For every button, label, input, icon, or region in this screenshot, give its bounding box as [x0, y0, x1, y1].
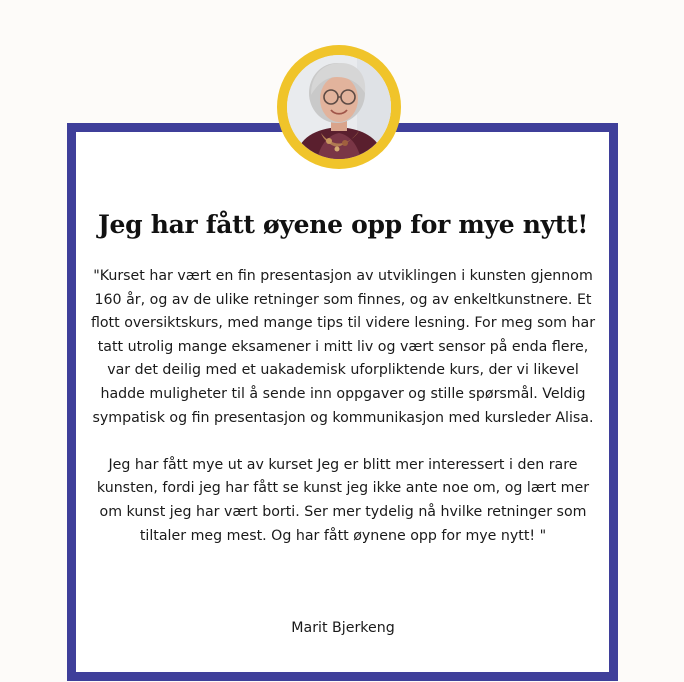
quote-paragraph-1: "Kurset har vært en fin presentasjon av utviklingen i kunsten gjennom 160 år, og av de ulike retninger som finnes, og av enkeltkunstnere. Et flott oversiktskurs, med mange tips til videre lesning. For meg som har tatt utrolig mange eksamener i mitt liv og vært sensor på enda flere, var det deilig med et uakademisk uforpliktende kurs, der vi likevel hadde muligheter til å sende inn oppgaver og stille spørsmål. Veldig sympatisk og fin presentasjon og kommunikasjon med kursleder Alisa.: [90, 268, 596, 426]
avatar-ring: [277, 45, 401, 169]
testimonial-quote: [88, 265, 598, 548]
avatar: [287, 55, 391, 159]
testimonial-title: Jeg har fått øyene opp for mye nytt!: [97, 210, 589, 239]
avatar-photo: [287, 55, 391, 159]
quote-paragraph-2: Jeg har fått mye ut av kurset Jeg er blitt mer interessert i den rare kunsten, fordi jeg har fått se kunst jeg ikke ante noe om, og lært mer om kunst jeg har vært borti. Ser mer tydelig nå hvilke retninger som tiltaler meg mest. Og har fått øynene opp for mye nytt! ": [96, 456, 590, 544]
testimonial-author: Marit Bjerkeng: [291, 620, 395, 636]
